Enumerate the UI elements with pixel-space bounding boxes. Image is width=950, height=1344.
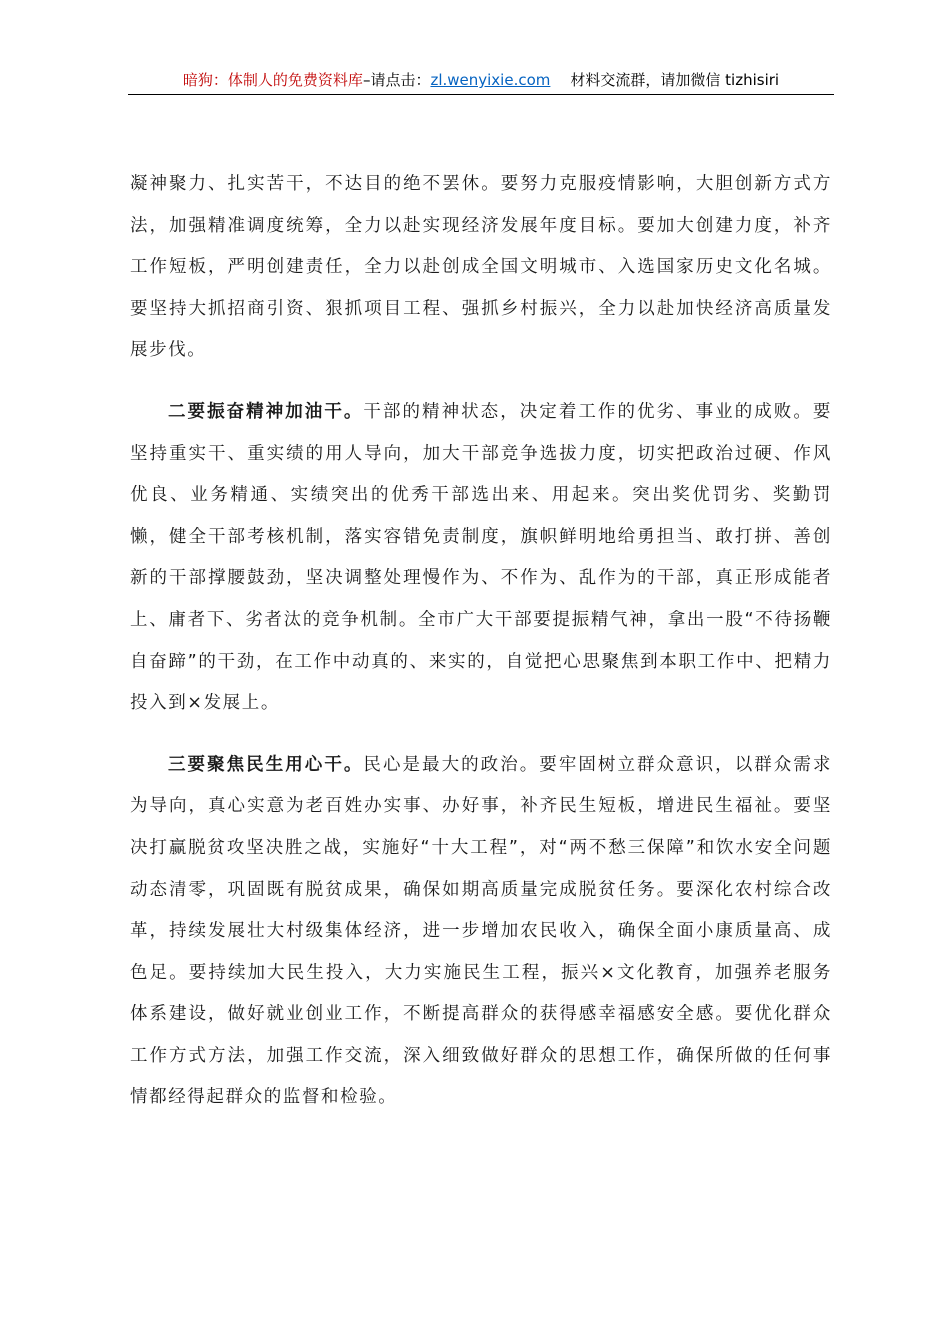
paragraph-text: 民心是最大的政治。要牢固树立群众意识，以群众需求为导向，真心实意为老百姓办实事、办好事，补齐民生短板，增进民生福祉。要坚决打赢脱贫攻坚决胜之战，实施好“十大工程”，对“两不愁三保障”和饮水安全问题动态清零，巩固既有脱贫成果，确保如期高质量完成脱贫任务。要深化农村综合改革，持续发展壮大村级集体经济，进一步增加农民收入，确保全面小康质量高、成色足。要持续加大民生投入，大力实施民生工程，振兴×文化教育，加强养老服务体系建设，做好就业创业工作，不断提高群众的获得感幸福感安全感。要优化群众工作方式方法，加强工作交流，深入细致做好群众的思想工作，确保所做的任何事情都经得起群众的监督和检验。 [130,754,832,1108]
page-header [128,68,834,95]
paragraph-continuation [130,164,832,372]
header-link[interactable]: zl.wenyixie.com [430,71,551,89]
paragraph-section-three [130,745,832,1119]
header-contact: 材料交流群，请加微信 tizhisiri [570,71,780,89]
paragraph-heading: 三要聚焦民生用心干。 [168,754,364,775]
paragraph-section-two [130,392,832,725]
header-prompt: –请点击： [362,71,431,89]
paragraph-heading: 二要振奋精神加油干。 [168,401,364,422]
document-body [130,164,832,1119]
paragraph-text: 凝神聚力、扎实苦干，不达目的绝不罢休。要努力克服疫情影响，大胆创新方式方法，加强精准调度统筹，全力以赴实现经济发展年度目标。要加大创建力度，补齐工作短板，严明创建责任，全力以赴创成全国文明城市、入选国家历史文化名城。要坚持大抓招商引资、狠抓项目工程、强抓乡村振兴，全力以赴加快经济高质量发展步伐。 [130,174,832,361]
header-brand: 暗狗：体制人的免费资料库 [182,71,363,89]
paragraph-text: 干部的精神状态，决定着工作的优劣、事业的成败。要坚持重实干、重实绩的用人导向，加大干部竞争选拔力度，切实把政治过硬、作风优良、业务精通、实绩突出的优秀干部选出来、用起来。突出奖优罚劣、奖勤罚懒，健全干部考核机制，落实容错免责制度，旗帜鲜明地给勇担当、敢打拼、善创新的干部撑腰鼓劲，坚决调整处理慢作为、不作为、乱作为的干部，真正形成能者上、庸者下、劣者汰的竞争机制。全市广大干部要提振精气神，拿出一股“不待扬鞭自奋蹄”的干劲，在工作中动真的、来实的，自觉把心思聚焦到本职工作中、把精力投入到×发展上。 [130,401,832,714]
